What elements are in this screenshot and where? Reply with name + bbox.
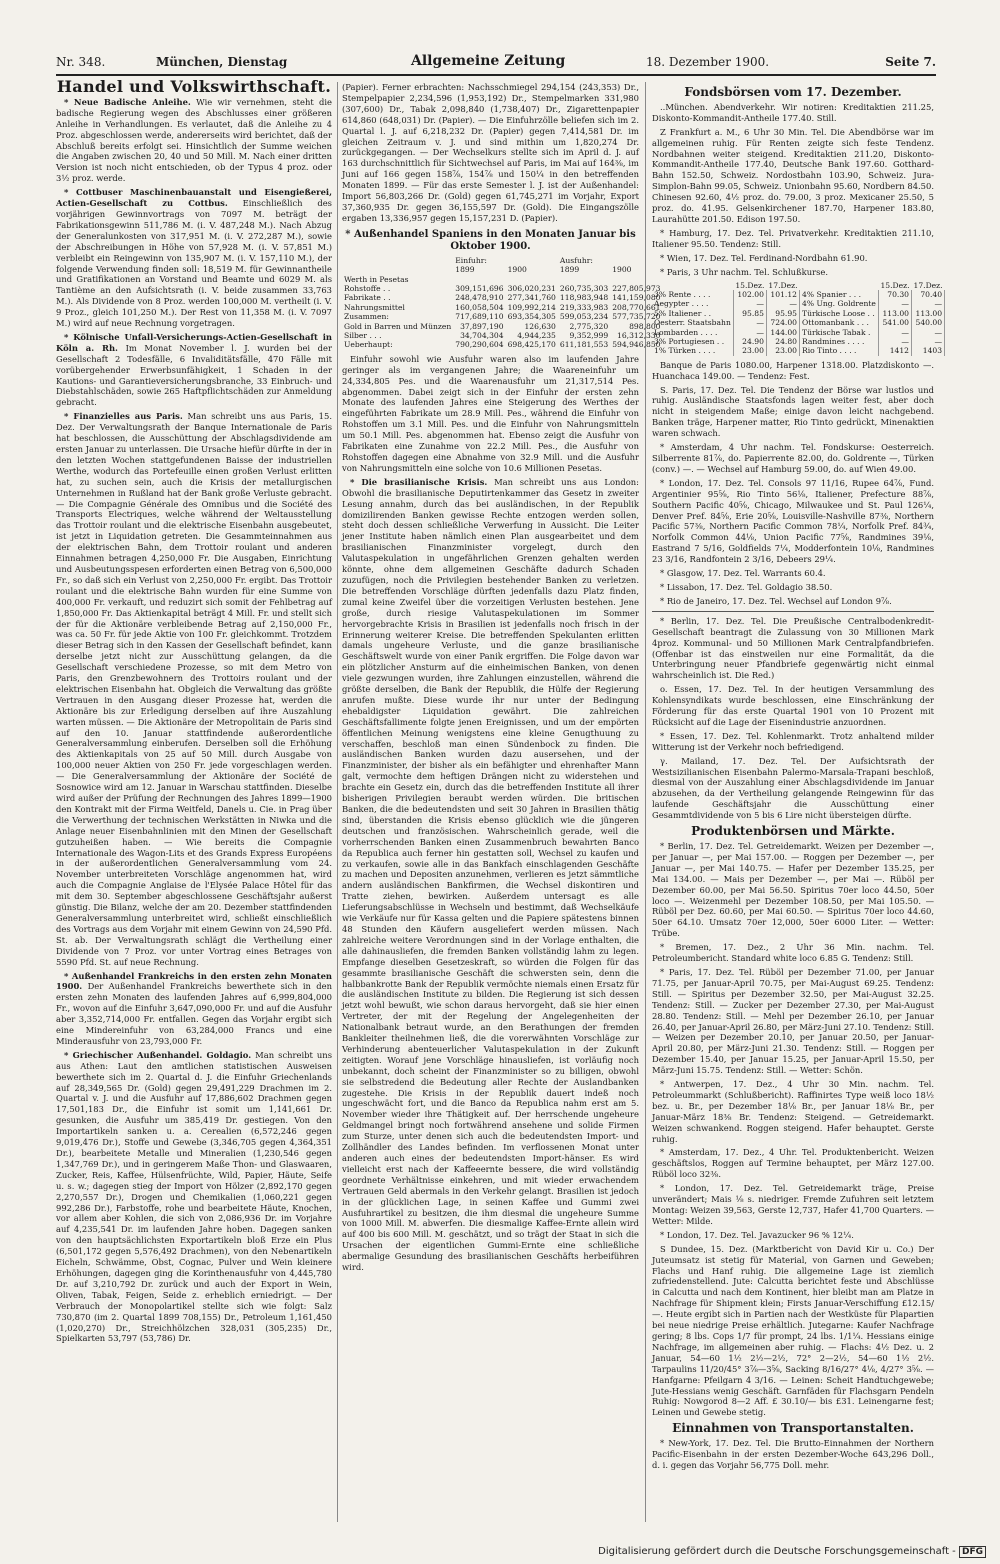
table-row bbox=[652, 328, 945, 337]
cell-value: 113.00 bbox=[912, 309, 945, 318]
col-header: Ausfuhr: bbox=[559, 255, 593, 265]
cell-value: 23.00 bbox=[733, 346, 766, 355]
cell-value: — bbox=[733, 299, 766, 308]
cell-value: — bbox=[912, 337, 945, 346]
cell-value: 141,159,080 bbox=[612, 293, 661, 303]
cell-value: — bbox=[766, 299, 799, 308]
table-row bbox=[342, 303, 663, 312]
row-label: 5% Italiener . . bbox=[652, 309, 733, 318]
table-row bbox=[342, 340, 663, 349]
report: ..München. Abendverkehr. Wir notiren: Kreditaktien 211.25, Diskonto-Kommandit-Antheile 177.40. Still. bbox=[652, 101, 934, 123]
article-heading: * Außenhandel Spaniens in den Monaten Januar bis Oktober 1900. bbox=[345, 228, 636, 252]
table-row bbox=[652, 318, 945, 327]
article bbox=[56, 1050, 332, 1344]
cell-value: — bbox=[878, 328, 911, 337]
table-row bbox=[652, 309, 945, 318]
cell-value: 208,770,661 bbox=[612, 302, 661, 312]
row-label: Zusammen: bbox=[344, 312, 389, 322]
table-corner bbox=[800, 281, 879, 290]
cell-value: 144.00 bbox=[766, 328, 799, 337]
col-header: 1900 bbox=[507, 265, 527, 275]
article-text: Man schreibt uns aus Paris, 15. Dez. Der Verwaltungsrath der Banque Internationale de Paris hat beschlossen, die Ausschüttung der Abschlagsdividende am ersten Januar zu unterlassen. Die Ursache hiefür dürfte in der in den letzten Wochen stattgefundenen Baisse der industriellen Werthe, wodurch das Portefeuille einen großen Verlust erlitten hat, zu suchen sein, auch die Krisis der metallurgischen Unternehmen in Rußland hat der Bank große Verluste gebracht. — Die Compagnie Générale des Omnibus und die Société des Transports Electriques, welche während der Weltausstellung das Trottoir roulant und die elektrische Eisenbahn ausgebeutet, ist jetzt in Liquidation getreten. Die Gesammteinnahmen aus der elektrischen Bahn, dem Trottoir roulant und anderen Einnahmen betragen 4,250,000 Fr. Die Ausgaben, Einrichtung und Ausbeutungsspesen erforderten einen Betrag von 6,500,000 Fr., so daß sich ein Verlust von 2,250,000 Fr. ergibt. Das Trottoir roulant und die elektrische Bahn wurden für eine Summe von 400,000 Fr. verkauft, und reduzirt sich somit der Fehlbetrag auf 1,850,000 Fr. Das Aktienkapital beträgt 4 Mill. Fr. und stellt sich der für die Aktionäre verbleibende Betrag auf 2,150,000 Fr., was ca. 50 Fr. für jede Aktie von 100 Fr. gleichkommt. Trotzdem dieser Betrag sich in den Kassen der Gesellschaft befindet, kann derselbe jetzt nicht zur Ausschüttung gelangen, da die Gesellschaft verschiedene Prozesse, so mit dem Metro von Paris, den Grenzbewohnern des Trottoirs roulant und der elektrischen Eisenbahn hat. Obgleich die Verwaltung das größte Vertrauen in den Ausgang dieser Prozesse hat, werden die Aktionäre bis zur Erledigung derselben auf ihre Auszahlung warten müssen. — Die Aktionäre der Metropolitain de Paris sind auf den 10. Januar stattfindende außerordentliche Generalversammlung einberufen. Derselben soll die Erhöhung des Aktienkapitals von 25 auf 50 Mill. durch Ausgabe von 100,000 neuer Aktien von 250 Fr. jede vorgeschlagen werden. — Die Generalversammlung der Aktionäre der Société de Sosnowice wird am 12. Januar in Warschau stattfinden. Dieselbe wird außer der Prüfung der Rechnungen des Jahres 1899—1900 den Kontrakt mit der Firma Weitfeld, Danels u. Cie. in Prag über die Verwerthung der technischen Werkstätten in Niwka und die Anlage neuer Eisenbahnlinien mit den Minen der Gesellschaft gutzuheißen haben. — Wie bereits die Compagnie Internationale des Wagon-Lits et des Grands Express Européens in der außerordentlichen Generalversammlung vom 24. November unterbreiteten Vorschläge angenommen hat, wird auch die Compagnie Anglaise de l'Elysée Palace Hôtel für das mit dem 30. September abgeschlossene Geschäftsjahr außerst günstig. Die Bilanz, welche der am 20. Dezember stattfindenden Generalversammlung unterbreitet wird, schließt einschließlich des Vortrags aus dem Vorjahr mit einem Gewinn von 24,590 Pfd. St. ab. Der Verwaltungsrath schlägt die Vertheilung einer Dividende von 7 Proz. vor unter Vortrag eines Betrages von 5590 Pfd. St. auf neue Rechnung. bbox=[56, 411, 332, 967]
article-text: Im Monat November l. J. wurden bei der Gesellschaft 2 Todesfälle, 6 Invaliditätsfälle, 470 Fälle mit vorübergehender Erwerbsunfähigkeit, 1 Schaden in der Kautions- und Garantieversicherungsbranche, 33 Einbruch- und Diebstahlschäden, sowie 265 Haftpflichtschäden zur Anmeldung gebracht. bbox=[56, 342, 332, 408]
report: * London, 17. Dez. Tel. Javazucker 96 % 12¼. bbox=[660, 1229, 854, 1240]
cell-value: 599,053,234 bbox=[559, 312, 609, 322]
report: * London, 17. Dez. Tel. Getreidemarkt träge, Preise unverändert; Mais ⅛ s. niedriger. Fremde Zufuhren seit letztem Montag: Weizen 39,563, Gerste 12,737, Hafer 41,700 Quarters. — Wetter: Milde. bbox=[652, 1183, 934, 1226]
col-header: 15.Dez. bbox=[880, 280, 910, 290]
row-label: Ottomanbank . . . bbox=[800, 318, 879, 327]
cell-value: 698,425,170 bbox=[507, 340, 556, 350]
paper-name: Allgemeine Zeitung bbox=[411, 53, 566, 69]
cell-value: 1412 bbox=[878, 346, 911, 355]
cell-value: 24.90 bbox=[733, 337, 766, 346]
cell-value: 693,354,305 bbox=[507, 312, 556, 322]
article-text: Man schreibt uns aus London: Obwohl die brasilianische Deputirtenkammer das Gesetz in zweiter Lesung annahm, durch das bei ausländischen, in der Republik domizilirenden Banken gewisse Rechte entzogen werden sollen, steht doch dessen schließliche Verwerfung in Aussicht. Die Leiter jener Institute haben nämlich einen Plan ausgearbeitet und dem brasilianischen Finanzminister vorgelegt, durch den Valutaspekulation in ungefährlichen Grenzen gehalten werden könnte, ohne dem allgemeinen Geschäfte dadurch Schaden zuzufügen, noch die Privilegien bestehender Banken zu verletzen. Die betreffenden Vorschläge dürften jedenfalls dazu Platz finden, zumal keine Zweifel über die vorzeitigen Verlusten bestehen. Jene große, durch riesige Valutaspekulationen im Sommer hervorgebrachte Krisis in Brasilien ist jedenfalls noch frisch in der Erinnerung weiterer Kreise. Die betreffenden Spekulanten erlitten damals ungeheure Verluste, und die ganze brasilianische Geschäftswelt wurde von einer Panik ergriffen. Die Folge davon war ein plötzlicher Ansturm auf die einheimischen Banken, von denen viele gezwungen wurden, ihre Zahlungen einzustellen, während die größte derselben, die Bank der Republik, die Hülfe der Regierung anrufen mußte. Diese wurde ihr nur unter der Bedingung ehebaldigster Liquidation gewährt. Die zahlreichen Geschäftsfallimente folgte jenen Ereignissen, und um der empörten öffentlichen Meinung wenigstens eine kleine Genugthuung zu verschaffen, beschloß man einen Sündenbock zu finden. Die ausländischen Banken wurden dazu ausersehen, und der Finanzminister, der bisher als ein befähigter und ehrenhafter Mann galt, vermochte dem heftigen Drängen nicht zu widerstehen und brachte ein Gesetz ein, durch das die betreffenden Institute all ihrer bisherigen Privilegien beraubt werden würden. Die britischen Banken, die die bedeutendsten und seit 30 Jahren in Brasilien thätig sind, überstanden die Krisis ebenso glücklich wie die jüngeren deutschen und französischen. Wahrscheinlich gerade, weil die vorherrschenden Banken einen Zusammenbruch bewahrten Banco da Republica auch ferner hin gestatten soll, Wechsel zu kaufen und zu verkaufen, sowie alle in das Bankfach einschlagenden Geschäfte zu machen und Depositen anzunehmen, verlieren es jetzt sämmtliche andern ausländischen Bankfirmen, die Wechsel diskontiren und Tratte ziehen, bewirken. Außerdem untersagt es alle Lieferungsabschlüsse in Wechseln und bestimmt, daß Wechselkäufe wie Verkäufe nur für Kassa gelten und die Papiere spätestens binnen 48 Stunden den Käufern ausgeliefert werden müssen. Nach zahlreiche weitere Verordnungen sind in der Vorlage enthalten, die alle dahinausliefen, die fremden Banken vollständig lahm zu legen. Empfange dieselben Gesetzeskraft, so würden die Folgen für das gesammte brasilianische Geschäft die schwersten sein, denn die halbbankrotte Bank der Republik vermöchte niemals einen Ersatz für die ausländischen Institute zu bilden. Die Regierung ist sich dessen jetzt wohl bewußt, wie schon daraus hervorgeht, daß sie hier einen Vertreter, der mit der Regelung der Angelegenheiten der Nationalbank betraut wurde, an den Berathungen der fremden Bankleiter theilnehmen ließ, die die vorerwähnten Vorschläge zur Verhinderung abenteuerlicher Valutaspekulation in der Zukunft zeitigten. Worauf jene Vorschläge hinausliefen, ist vorläufig noch unbekannt, doch scheint der Finanzminister so zu billigen, obwohl sie selbstredend die Bedeutung aller Rechte der Auslandbanken zugestehe. Die Krisis in der Republik dauert indeß noch ungeschwächt fort, und die Banco da Republica nahm erst am 5. November wieder ihre Thätigkeit auf. Der herrschende ungeheure Geldmangel bringt noch fortwährend ansehene und solide Firmen zum Sturze, unter denen sich auch die bedeutendsten Import- und Zollhändler des Landes befinden. Im verflossenen Monat unter anderen auch eines der bedeutendsten Import-hänser. Es wird vielleicht erst nach der Kaffeeernte bessere, die wird vollständig geordnete Verhältnisse einkehren, und mit wieder erwachendem Vertrauen Geld abermals in den Verkehr gelangt. Brasilien ist jedoch in der glücklichen Lage, in seinen Kaffee und Gummi zwei Ausfuhrartikel zu besitzen, die ihm diesmal die ungeheure Summe von 1000 Mill. M. abwerfen. Die diesmalige Kaffee-Ernte allein wird auf 400 bis 600 Mill. M. geschätzt, und so trägt der Staat in sich die Ursachen der eigentlichen Gummi-Ernte eine schließliche abermalige Gesundung des brasilianischen Geschäfts herbeiführen wird. bbox=[342, 476, 640, 1273]
cell-value: 160,058,504 bbox=[455, 302, 504, 312]
cell-value: 724.00 bbox=[766, 318, 799, 327]
cell-value: 306,020,231 bbox=[507, 284, 556, 293]
table-row bbox=[652, 299, 945, 308]
row-label: Gold in Barren und Münzen bbox=[344, 321, 452, 331]
divider bbox=[652, 611, 934, 612]
paris-quotes-table bbox=[652, 281, 945, 356]
report: * Wien, 17. Dez. Tel. Ferdinand-Nordbahn 61.90. bbox=[660, 252, 868, 263]
report: * Amsterdam, 4 Uhr nachm. Tel. Fondskurse: Oesterreich. Silberrente 81⅞, do. Papierrente 82.00, do. Goldrente —, Türken (conv.) —. — Wechsel auf Hamburg 59.00, do. auf Wien 49.00. bbox=[652, 442, 934, 474]
table-body bbox=[652, 290, 945, 356]
report: * Berlin, 17. Dez. Tel. Getreidemarkt. Weizen per Dezember —, per Januar —, per Mai 157.00. — Roggen per Dezember —, per Januar —, per Mai 140.75. — Hafer per Dezember 135.25, per Mai 134.00. — Mais per Dezember —, per Mai —. Rüböl per Dezember 60.00, per Mai 56.50. Spiritus 70er loco 44.50, 50er loco —. Weizenmehl per Dezember 108.50, per Mai 105.50. — Rüböl per Dez. 60.60, per Mai 60.50. — Spiritus 70er loco 44.60, 50er 64.10. Umsatz 70er 12,000, 50er 6000 Liter. — Wetter: Trübe. bbox=[652, 841, 934, 939]
col-header: Einfuhr: bbox=[455, 255, 487, 265]
table-row bbox=[342, 312, 663, 321]
article-text: Einfuhr sowohl wie Ausfuhr waren also im laufenden Jahre geringer als im vergangenen Jahre; die Waareneinfuhr um 24,334,805 Pes. und die Waarenausfuhr um 21,317,514 Pes. abgenommen. Dabei zeigt sich in der Einfuhr der ersten zehn Monate des laufenden Jahres eine Steigerung des Werthes der eingeführten Fabrikate um 28.9 Mill. Pes., während die Einfuhr von Rohstoffen um 3.1 Mill. Pes. und die Einfuhr von Nahrungsmitteln um 50.1 Mill. Pes. abgenommen hat. Ebenso zeigt die Ausfuhr von Fabrikaten eine Zunahme von 22.2 Mill. Pes., die Ausfuhr von Rohstoffen dagegen eine Abnahme von 32.9 Mill. und die Ausfuhr von Nahrungsmitteln eine solche von 10.6 Millionen Pesetas. bbox=[342, 353, 639, 473]
cell-value: 309,151,696 bbox=[455, 284, 504, 293]
article-heading: * Außenhandel Frankreichs in den ersten zehn Monaten 1900. bbox=[56, 970, 332, 992]
cell-value: 611,181,553 bbox=[559, 340, 609, 350]
report: * Paris, 17. Dez. Tel. Rüböl per Dezember 71.00, per Januar 71.75, per Januar-April 70.75, per Mai-August 69.25. Tendenz: Still. — Spiritus per Dezember 32.50, per Mai-August 32.25. Tendenz: Still. — Zucker per Dezember 27.30, per Mai-August 28.80. Tendenz: Still. — Mehl per Dezember 26.10, per Januar 26.40, per Januar-April 26.80, per März-Juni 27.10. Tendenz: Still. — Weizen per Dezember 20.10, per Januar 20.50, per Januar-April 20.80, per März-Juni 21.30. Tendenz: Still. — Roggen per Dezember 15.40, per Januar 15.25, per Januar-April 15.50, per März-Juni 15.75. Tendenz: Still. — Wetter: Schön. bbox=[652, 966, 934, 1076]
cell-value: 118,983,948 bbox=[559, 293, 609, 303]
row-label: Türkische Loose . . bbox=[800, 309, 879, 318]
col-header: 1899 bbox=[455, 265, 475, 275]
cell-value: — bbox=[878, 299, 911, 308]
cell-value: 70.30 bbox=[878, 290, 911, 299]
cell-value: 540.00 bbox=[912, 318, 945, 327]
article bbox=[56, 332, 332, 408]
article-heading: * Finanzielles aus Paris. bbox=[64, 411, 183, 422]
cell-value: 16,312,330 bbox=[617, 331, 661, 341]
cell-value: 277,341,760 bbox=[507, 293, 556, 303]
cell-value: 113.00 bbox=[878, 309, 911, 318]
row-label: Lombarden . . . . bbox=[652, 328, 733, 337]
cell-value: 594,946,850 bbox=[612, 340, 661, 350]
article-text: Der Außenhandel Frankreichs bewerthete sich in den ersten zehn Monaten des laufenden Jahres auf 6,999,804,000 Fr., wovon auf die Einfuhr 3,647,090,000 Fr. und auf die Ausfuhr aber 3,352,714,000 Fr. entfallen. Gegen das Vorjahr ergibt sich eine Mindereinfuhr von 63,284,000 Francs und eine Minderausfuhr von 23,793,000 Fr. bbox=[56, 981, 332, 1046]
issue-number: Nr. 348. bbox=[56, 55, 106, 69]
cell-value: 102.00 bbox=[733, 290, 766, 299]
report: * New-York, 17. Dez. Tel. Die Brutto-Einnahmen der Northern Pacific-Eisenbahn in der ersten Dezember-Woche 643,296 Doll., d. i. gegen das Vorjahr 56,775 Doll. mehr. bbox=[652, 1438, 934, 1470]
unit-header: Werth in Pesetas bbox=[344, 274, 409, 284]
article bbox=[56, 97, 332, 184]
article-text: (Papier). Ferner erbrachten: Nachsschmiegel 294,154 (243,353) Dr., Stempelpapier 2,234,596 (1,953,192) Dr., Stempelmarken 331,980 (307,600) Dr., Tabak 2,098,840 (1,738,407) Dr., Zigarettenpapier 614,860 (648,031) Dr. (Papier). — Die Einfuhrzölle beliefen sich im 2. Quartal l. J. auf 6,218,232 Dr. (Papier) gegen 7,414,581 Dr. im gleichen Zeitraum v. J. und sind mithin um 1,820,274 Dr. zurückgegangen. — Der Wechselkurs stellte sich im April d. J. auf 163 durchschnittlich für Sichtwechsel auf Paris, im Mai auf 164⅜, im Juni auf 166 gegen 158⅞, 154⅞ und 150¼ in den betreffenden Monaten 1899. — Für das erste Semester l. J. ist der Außenhandel: Import 56,803,266 Dr. (Gold) gegen 61,745,271 im Vorjahr, Export 37,360,935 Dr. gegen 36,155,597 Dr. (Gold). Die Eingangszölle ergaben 13,336,957 gegen 15,157,231 D. (Papier). bbox=[342, 82, 639, 223]
cell-value: — bbox=[878, 337, 911, 346]
row-label: 3% Portugiesen . . bbox=[652, 337, 733, 346]
article-heading: * Die brasilianische Krisis. bbox=[350, 476, 488, 487]
row-label: 3% Rente . . . . bbox=[652, 290, 733, 299]
table-row bbox=[342, 284, 663, 293]
cell-value: 95.85 bbox=[733, 309, 766, 318]
row-label: 1% Türken . . . . bbox=[652, 346, 733, 355]
row-label: Silber . . . bbox=[344, 331, 382, 341]
column-3 bbox=[652, 82, 943, 1522]
report: Z Frankfurt a. M., 6 Uhr 30 Min. Tel. Die Abendbörse war im allgemeinen ruhig. Für Renten zeigte sich feste Tendenz. Nordbahnen weiter steigend. Kreditaktien 211.20, Diskonto-Kommandit-Antheile 177.40, Deutsche Bank 197.60. Gotthard-Bahn 152.50, Schweiz. Nordostbahn 103.90, Schweiz. Jura-Simplon-Bahn 99.05, Schweiz. Unionbahn 95.60, Nordbern 84.50. Chinesen 92.60, 4½ proz. do. 79.00, 3 proz. Mexicaner 25.50, 5 proz. do. 41.95. Gelsenkirchener 187.70, Harpener 183.80, Laurahütte 201.50. Edison 197.50. bbox=[652, 126, 934, 224]
section-title: Handel und Volkswirthschaft. bbox=[56, 77, 332, 96]
report: S. Paris, 17. Dez. Tel. Die Tendenz der Börse war lustlos und ruhig. Ausländische Staatsfonds lagen weiter fest, aber doch nicht in steigendem Maße; einige davon leicht nachgebend. Banken träge, Harpener matter, Rio Tinto gedrückt, Minenaktien waren schwach. bbox=[652, 384, 934, 439]
cell-value: 70.40 bbox=[912, 290, 945, 299]
place-day: München, Dienstag bbox=[156, 55, 288, 69]
row-label: Oesterr. Staatsbahn bbox=[652, 318, 733, 327]
report: S Dundee, 15. Dez. (Marktbericht von David Kir u. Co.) Der Juteumsatz ist stetig für Material, von Garnen und Geweben; Flachs und Hanf ruhig. Die allgemeine Lage ist ziemlich zufriedenstellend. Jute: Calcutta berichtet feste und Abschlüsse in Calcutta und nach dem Kontinent, hier bleibt man am Platze in Nachfrage für Shipment klein; Firsts Januar-Verschiffung £12.15/—. Heute ergibt sich in Partien nach der Westküste für Plapartien bei neue niedrige Preise erhältlich. Jutegarne: Kaufer Nachfrage gering; 8 lbs. Cops 1/7 für prompt, 24 lbs. 1/1¼. Hessians einige Nachfrage, im allgemeinen aber ruhig. — Flachs: 4½ Dez. u. 2 Januar, 54—60 1½ 2½—2½, 72° 2—2½, 54—60 1½ 2½. Tarpaulins 11/20/45° 3⅞—3⅝, Sacking 8/16/27° 4⅛, 4/27° 3⅝. — Hanfgarne: Pfeilgarn 4 3/16. — Leinen: Scheit Handtuchgewebe; Jute-Hessians wenig Geschäft. Garnfäden für Flachsgarn Pendeln Ruhig: Nowgorod 8—2 Aff. £ 30.10/— bis £31. Leinengarne fest; Leinen und Gewebe stetig. bbox=[652, 1243, 934, 1418]
table-body bbox=[342, 284, 663, 350]
digitization-footer bbox=[598, 1546, 986, 1558]
cell-value: — bbox=[733, 328, 766, 337]
report: * Essen, 17. Dez. Tel. Kohlenmarkt. Trotz anhaltend milder Witterung ist der Verkehr noch befriedigend. bbox=[652, 730, 934, 752]
article bbox=[56, 187, 332, 329]
report: * Bremen, 17. Dez., 2 Uhr 36 Min. nachm. Tel. Petroleumbericht. Standard white loco 6.85 G. Tendenz: Still. bbox=[652, 942, 934, 964]
report: * Amsterdam, 17. Dez., 4 Uhr. Tel. Produktenbericht. Weizen geschäftslos, Roggen auf Termine behauptet, per März 127.00. Rüböl loco 32⅜. bbox=[652, 1147, 934, 1180]
table-row bbox=[652, 346, 945, 355]
cell-value: — bbox=[733, 318, 766, 327]
section-title: Produktenbörsen und Märkte. bbox=[691, 824, 895, 839]
cell-value: 248,478,910 bbox=[455, 293, 504, 303]
row-label: Nahrungsmittel bbox=[344, 302, 405, 312]
cell-value: 260,735,303 bbox=[559, 284, 609, 293]
col-header: 1899 bbox=[559, 265, 580, 275]
row-label: Randmines . . . . bbox=[800, 337, 879, 346]
row-label: Fabrikate . . bbox=[344, 293, 391, 303]
report: γ. Mailand, 17. Dez. Tel. Der Aufsichtsrath der Westsizilianischen Eisenbahn Palermo-Marsala-Trapani beschloß, diesmal von der Auszahlung einer Abschlagsdividende im Januar abzusehen, da der Vertheilung gelangende Reingewinn für das laufende Geschäftsjahr die Ausschüttung einer Gesammtdividende von 5 bis 6 Lire nicht übersteigen dürfte. bbox=[652, 755, 934, 821]
cell-value: 541.00 bbox=[878, 318, 911, 327]
article bbox=[56, 411, 332, 967]
table-row bbox=[342, 322, 663, 331]
report: * Hamburg, 17. Dez. Tel. Privatverkehr. Kreditaktien 211.10, Italiener 95.50. Tendenz: Still. bbox=[652, 227, 934, 249]
cell-value: 109,992,214 bbox=[507, 302, 556, 312]
cell-value: 717,689,110 bbox=[455, 312, 504, 322]
report: * Lissabon, 17. Dez. Tel. Goldagio 38.50. bbox=[660, 581, 833, 592]
issue-date: 18. Dezember 1900. bbox=[646, 55, 770, 69]
row-label: Türkische Tabak . bbox=[800, 328, 879, 337]
table-row bbox=[342, 331, 663, 340]
col-header: 17.Dez. bbox=[913, 280, 943, 290]
cell-value: 1403 bbox=[912, 346, 945, 355]
article-text: Man schreibt uns aus Athen: Laut den amtlichen statistischen Ausweisen bewerthete sich im 2. Quartal d. J. die Einfuhr Griechenlands auf 28,349,565 Dr. (Gold) gegen 29,491,229 Drachmen im 2. Quartal v. J. und die Ausfuhr auf 17,886,602 Drachmen gegen 17,501,183 Dr., die Einfuhr ist somit um 1,141,661 Dr. gesunken, die Ausfuhr um 385,419 Dr. gestiegen. Von den Importartikeln sanken u. a. Cerealien (6,572,246 gegen 9,019,476 Dr.), Stoffe und Gewebe (3,346,705 gegen 4,364,351 Dr.), bearbeitete Metalle und Mineralien (1,230,546 gegen 1,347,769 Dr.), und in geringerem Maße Thon- und Glaswaaren, Zucker, Reis, Kaffee, Hülsenfrüchte, Wild, Papier, Häute, Seife u. s. w.; dagegen stieg der Import von Hölzer (2,892,170 gegen 2,270,557 Dr.), Drogen und Chemikalien (1,060,221 gegen 992,286 Dr.), Farbstoffe, rohe und bearbeitete Häute, Knochen, vor allem aber Kohlen, die sich von 2,086,936 Dr. im Vorjahre auf 4,235,541 Dr. im laufenden Jahre hoben. Dagegen sanken von den hauptsächlichsten Exportartikeln bloß Erze ein Plus (6,501,172 gegen 5,576,492 Drachmen), von den Nebenartikeln Eicheln, Schwämme, Obst, Cognac, Pulver und Wein kleinere Erhöhungen, dagegen ging die Korinthenausfuhr von 4,445,780 Dr. auf 3,210,792 Dr. zurück und auch der Export in Wein, Oliven, Tabak, Feigen, Seide z. erheblich erniedrigt. — Der Verbrauch der Monopolartikel stellte sich wie folgt: Salz 730,870 (im 2. Quartal 1899 708,155) Dr., Petroleum 1,161,450 (1,020,270) Dr., Streichhölzchen 328,031 (305,235) Dr., Spielkarten 53,797 (53,786) Dr. bbox=[56, 1049, 332, 1344]
column-1 bbox=[56, 77, 332, 1522]
article-heading: * Neue Badische Anleihe. bbox=[64, 96, 191, 107]
cell-value: 101.12 bbox=[766, 290, 799, 299]
row-label: Rohstoffe . . bbox=[344, 284, 391, 293]
section-title: Einnahmen von Transportanstalten. bbox=[672, 1421, 914, 1436]
report: * Rio de Janeiro, 17. Dez. Tel. Wechsel auf London 9⅞. bbox=[660, 595, 892, 606]
cell-value: 219,333,983 bbox=[559, 302, 609, 312]
table-corner bbox=[652, 281, 733, 290]
article-heading: * Kölnische Unfall-Versicherungs-Actien-Gesellschaft in Köln a. Rh. bbox=[56, 331, 332, 353]
article-text: Einschließlich des vorjährigen Gewinnvortrags von 7097 M. beträgt der Fabrikationsgewinn 511,786 M. (i. V. 487,248 M.). Nach Abzug der Generalunkosten von 317,951 M. (i. V. 272,287 M.), sowie der Abschreibungen in Höhe von 57,928 M. (i. V. 57,851 M.) verbleibt ein Reingewinn von 135,907 M. (i. V. 157,110 M.), der folgende Verwendung finden soll: 18,519 M. für Gewinnantheile und Gratifikationen an Vorstand und Beamte und 6029 M. als Tantième an den Aufsichtsrath (i. V. beide zusammen 33,763 M.). Als Dividende von 8 Proz. werden 100,000 M. vertheilt (i. V. 9 Proz., gleich 101,250 M.). Der Rest von 11,358 M. (i. V. 7097 M.) wird auf neue Rechnung vorgetragen. bbox=[56, 198, 332, 329]
article-heading: * Cottbuser Maschinenbauanstalt und Eisengießerei, Actien-Gesellschaft zu Cottbus. bbox=[56, 187, 332, 209]
dfg-logo: DFG bbox=[959, 1546, 986, 1558]
table-row bbox=[342, 293, 663, 302]
cell-value: 24.80 bbox=[766, 337, 799, 346]
cell-value: 23.00 bbox=[766, 346, 799, 355]
article-text: Wie wir vernehmen, steht die badische Regierung wegen des Abschlusses einer größeren Anleihe in Verhandlungen. Es verlautet, daß die Anleihe zu 4 Proz. abgeschlossen werde, andererseits wird berichtet, daß der Abschluß bereits erfolgt sei. Hinsichtlich der Summe weichen die Angaben zwischen 20, 40 und 50 Mill. M. Nach einer dritten Version ist noch nicht entschieden, ob der Typus 4 proz. oder 3½ proz. werde. bbox=[56, 96, 332, 184]
cell-value: 37,897,190 bbox=[460, 321, 504, 331]
table-corner bbox=[342, 256, 453, 265]
row-label: 4% Ung. Goldrente bbox=[800, 299, 879, 308]
report: Banque de Paris 1080.00, Harpener 1318.00. Platzdiskonto —. Huanchaca 149.00. — Tendenz: Fest. bbox=[652, 359, 934, 381]
cell-value: 34,704,304 bbox=[460, 331, 504, 341]
spain-trade-table bbox=[342, 256, 663, 350]
page-number: Seite 7. bbox=[885, 55, 936, 69]
report: * Glasgow, 17. Dez. Tel. Warrants 60.4. bbox=[660, 568, 826, 579]
cell-value: 898,800 bbox=[629, 321, 661, 331]
row-label: Ueberhaupt: bbox=[344, 340, 393, 350]
column-rule bbox=[337, 82, 338, 1522]
table-corner bbox=[342, 265, 453, 274]
report: * Antwerpen, 17. Dez., 4 Uhr 30 Min. nachm. Tel. Petroleummarkt (Schlußbericht). Raffinirtes Type weiß loco 18½ bez. u. Br., per Dezember 18⅛ Br., per Januar 18⅛ Br., per Januar-März 18⅜ Br. Tendenz: Steigend. — Getreidemarkt. Weizen schwankend. Roggen steigend. Hafer behauptet. Gerste ruhig. bbox=[652, 1079, 934, 1144]
article bbox=[56, 971, 332, 1047]
cell-value: 2,775,320 bbox=[569, 321, 609, 331]
row-label: 4% Spanier . . . bbox=[800, 290, 879, 299]
article bbox=[342, 477, 639, 1273]
table-row bbox=[652, 337, 945, 346]
cell-value: 126,630 bbox=[524, 321, 556, 331]
col-header: 1900 bbox=[612, 265, 632, 275]
cell-value: 227,805,973 bbox=[612, 284, 661, 293]
page-header bbox=[56, 52, 936, 76]
row-label: Rio Tinto . . . . bbox=[800, 346, 879, 355]
cell-value: 577,735,720 bbox=[612, 312, 661, 322]
cell-value: — bbox=[912, 328, 945, 337]
report: * Berlin, 17. Dez. Tel. Die Preußische Centralbodenkredit-Gesellschaft beantragt die Zulassung von 30 Millionen Mark 4proz. Kommunal- und 50 Millionen Mark Centralpfandbriefen. (Offenbar ist das einstweilen nur eine Formalität, da die Unterbringung neuer Pfandbriefe gegenwärtig nicht einmal wahrscheinlich ist. Die Red.) bbox=[652, 615, 934, 681]
table-row bbox=[652, 290, 945, 299]
footer-text: Digitalisierung gefördert durch die Deutsche Forschungsgemeinschaft - bbox=[598, 1546, 956, 1557]
cell-value: 4,944,235 bbox=[517, 331, 556, 341]
cell-value: — bbox=[912, 299, 945, 308]
row-label: Aegypter . . . . bbox=[652, 299, 733, 308]
article-heading: * Griechischer Außenhandel. Goldagio. bbox=[64, 1049, 252, 1060]
cell-value: 790,290,604 bbox=[455, 340, 504, 350]
col-header: 17.Dez. bbox=[768, 280, 798, 290]
cell-value: 9,352,999 bbox=[569, 331, 609, 341]
col-header: 15.Dez. bbox=[735, 280, 765, 290]
column-2 bbox=[342, 82, 661, 1522]
section-title: Fondsbörsen vom 17. Dezember. bbox=[684, 85, 902, 99]
report: * London, 17. Dez. Tel. Consols 97 11/16, Rupee 64⅞, Fund. Argentinier 95⅝, Rio Tinto 56⅛, Italiener, Prefecture 88⅞, Southern Pacific 40⅝, Chicago, Milwaukee und St. Paul 126¼, Denver Pref. 84⅝, Erie 20⅝, Louisville-Nashville 87⅜, Northern Pacific 57⅜, Northern Pacific Common 78¼, Norfolk Pref. 84¾, Norfolk Common 44⅛, Union Pacific 77⅝, Randmines 39⅛, Eastrand 7 5/16, Goldfields 7¼, Modderfontein 10⅛, Randmines 23 3/16, Randfontein 2 3/16, Debeers 29¼. bbox=[652, 477, 934, 565]
report: * Paris, 3 Uhr nachm. Tel. Schlußkurse. bbox=[660, 266, 829, 277]
report: o. Essen, 17. Dez. Tel. In der heutigen Versammlung des Kohlensyndikats wurde beschlossen, eine Einschränkung der Förderung für das erste Quartal 1901 von 10 Prozent mit Rücksicht auf die Lage der Eisenindustrie anzuordnen. bbox=[652, 684, 934, 727]
cell-value: 95.95 bbox=[766, 309, 799, 318]
